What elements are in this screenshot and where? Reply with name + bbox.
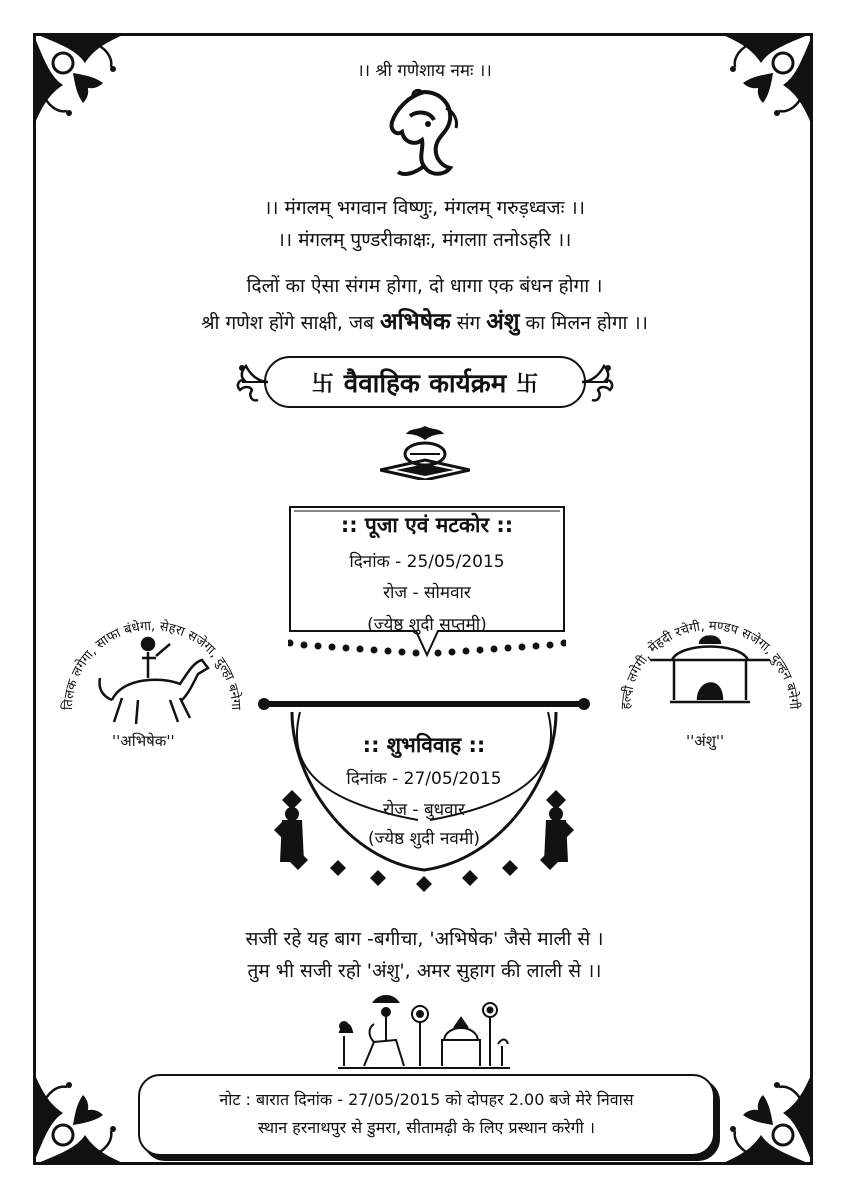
corner-ornament-bottom-right — [718, 1070, 813, 1165]
program-title: वैवाहिक कार्यक्रम — [343, 369, 507, 399]
scroll-flourish-right-icon — [580, 360, 614, 404]
note-box — [138, 1074, 715, 1156]
mantra-line-2: ।। मंगलम् पुण्डरीकाक्षः, मंगलाा तनोऽहरि ।। — [277, 229, 572, 251]
bride-name: ''अंशु'' — [686, 732, 725, 750]
event-1-tithi: (ज्येष्ठ शुदी सप्तमी) — [367, 615, 487, 635]
corner-ornament-bottom-left — [33, 1070, 128, 1165]
groom-arc-text: तिलक लगेगा, साफा बंधेगा, सेहरा सजेगा, दुल्हा बनेगा — [60, 618, 244, 711]
note-line-1: नोट : बारात दिनांक - 27/05/2015 को दोपहर 2.00 बजे मेरे निवास — [219, 1090, 634, 1109]
program-title-pill — [264, 356, 586, 408]
event-2-day: रोज - बुधवार — [383, 800, 465, 820]
swastik-right-icon: 卐 — [516, 371, 539, 397]
event-1-day: रोज - सोमवार — [383, 583, 471, 603]
horse-rider-icon — [100, 638, 209, 724]
poem-line-2-start: श्री गणेश होंगे साक्षी, जब — [201, 312, 380, 334]
poem-line-2-end: का मिलन होगा ।। — [519, 312, 648, 334]
event-2-title: :: शुभविवाह :: — [362, 733, 486, 757]
event-2-stage-frame — [258, 690, 590, 895]
event-1-title: :: पूजा एवं मटकोर :: — [340, 513, 514, 537]
groom-name: ''अभिषेक'' — [112, 732, 175, 750]
kalash-icon — [380, 424, 470, 480]
baraat-procession-icon — [334, 992, 514, 1070]
closing-line-1: सजी रहे यह बाग -बगीचा, 'अभिषेक' जैसे माली से । — [245, 928, 604, 950]
invocation-text: ।। श्री गणेशाय नमः ।। — [357, 61, 492, 81]
bride-name-highlight: अंशु — [486, 309, 520, 335]
event-1-date: दिनांक - 25/05/2015 — [349, 552, 505, 572]
note-line-2: स्थान हरनाथपुर से डुमरा, सीतामढ़ी के लिए प्रस्थान करेगी । — [258, 1118, 595, 1137]
swastik-left-icon: 卐 — [311, 371, 334, 397]
ganesh-icon — [384, 88, 464, 182]
poem-line-2-middle: संग — [450, 312, 487, 334]
poem-line-1: दिलों का ऐसा संगम होगा, दो धागा एक बंधन होगा । — [246, 275, 603, 297]
event-2-tithi: (ज्येष्ठ शुदी नवमी) — [367, 829, 481, 849]
groom-name-highlight: अभिषेक — [380, 309, 451, 335]
mantra-line-1: ।। मंगलम् भगवान विष्णुः, मंगलम् गरुड़ध्वजः ।। — [264, 197, 585, 219]
program-title-frame — [236, 352, 614, 412]
closing-line-2: तुम भी सजी रहो 'अंशु', अमर सुहाग की लाली से ।। — [247, 960, 602, 982]
event-2-date: दिनांक - 27/05/2015 — [346, 769, 502, 789]
poem-line-2 — [0, 304, 849, 336]
bride-arc-text: हल्दी लगेगी, मेंहदी रचेगी, मण्डप सजेगा, दुल्हन बनेगी — [618, 618, 802, 710]
